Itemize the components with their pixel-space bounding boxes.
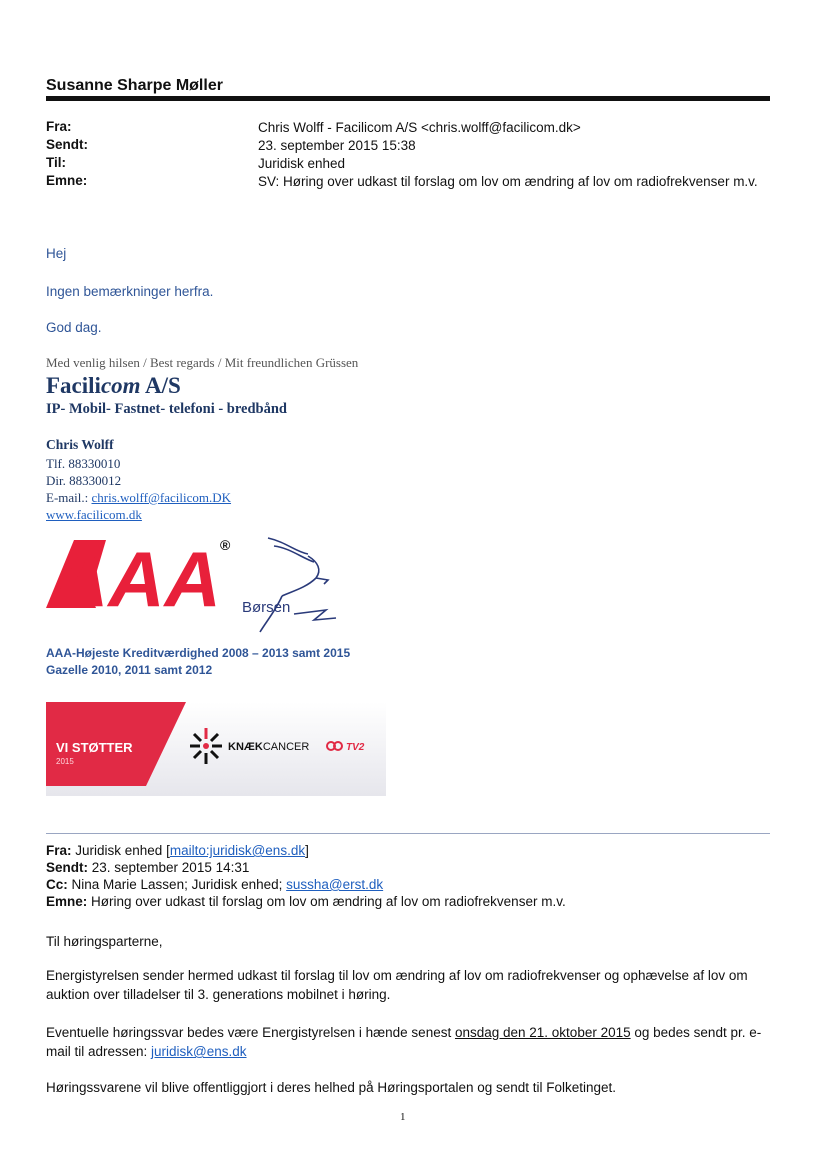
borsen-wordmark: Børsen xyxy=(242,599,291,616)
sent-label: Sendt: xyxy=(46,137,88,152)
banner-brand: KNÆKCANCER xyxy=(228,741,310,753)
banner-year: 2015 xyxy=(56,757,74,766)
aaa-caption-2: Gazelle 2010, 2011 samt 2012 xyxy=(46,663,213,677)
knaek-cancer-banner xyxy=(46,702,386,796)
signature-regards: Med venlig hilsen / Best regards / Mit freundlichen Grüssen xyxy=(46,355,359,370)
fwd-cc-line: Cc: Nina Marie Lassen; Juridisk enhed; sussha@erst.dk xyxy=(46,877,384,892)
deadline-date: onsdag den 21. oktober 2015 xyxy=(454,1025,631,1040)
company-tagline: IP- Mobil- Fastnet- telefoni - bredbånd xyxy=(46,401,287,417)
aaa-logo xyxy=(46,532,366,642)
reply-line-1: Ingen bemærkninger herfra. xyxy=(46,284,214,299)
fwd-from-line: Fra: Juridisk enhed [mailto:juridisk@ens.dk] xyxy=(46,843,309,858)
subject-value: SV: Høring over udkast til forslag om lov om ændring af lov om radiofrekvenser m.v. xyxy=(258,174,758,189)
body-salutation: Til høringsparterne, xyxy=(46,934,163,949)
body-paragraph-1: Energistyrelsen sender hermed udkast til forslag til lov om ændring af lov om radiofrekvenser og ophævelse af lov om auktion over tilladelser til 3. generations mobilnet i høring. xyxy=(46,968,748,1002)
forward-separator xyxy=(46,833,770,834)
body-email-link[interactable]: juridisk@ens.dk xyxy=(151,1044,247,1059)
registered-mark: ® xyxy=(220,537,231,553)
from-label: Fra: xyxy=(46,119,72,134)
to-label: Til: xyxy=(46,155,66,170)
to-value: Juridisk enhed xyxy=(258,156,346,171)
reply-line-2: God dag. xyxy=(46,320,102,335)
document-title: Susanne Sharpe Møller xyxy=(46,77,223,94)
page-number: 1 xyxy=(400,1111,406,1123)
signature-email-link[interactable]: chris.wolff@facilicom.DK xyxy=(91,490,232,505)
signature-phone: Tlf. 88330010 xyxy=(46,456,121,471)
fwd-cc-link[interactable]: sussha@erst.dk xyxy=(286,877,384,892)
fwd-subject-line: Emne: Høring over udkast til forslag om lov om ændring af lov om radiofrekvenser m.v. xyxy=(46,894,566,909)
sent-value: 23. september 2015 15:38 xyxy=(258,138,416,153)
signature-name: Chris Wolff xyxy=(46,437,114,452)
banner-left-text: VI STØTTER xyxy=(56,740,133,755)
body-paragraph-3: Høringssvarene vil blive offentliggjort i deres helhed på Høringsportalen og sendt til Folketinget. xyxy=(46,1080,617,1095)
fwd-from-link[interactable]: mailto:juridisk@ens.dk xyxy=(169,843,306,858)
from-value: Chris Wolff - Facilicom A/S <chris.wolff@facilicom.dk> xyxy=(258,120,581,135)
aaa-caption-1: AAA-Højeste Kreditværdighed 2008 – 2013 samt 2015 xyxy=(46,646,351,660)
banner-tv: TV2 xyxy=(346,742,365,753)
company-name: Facilicom A/S xyxy=(46,373,181,398)
signature-direct: Dir. 88330012 xyxy=(46,473,122,488)
title-rule xyxy=(46,96,770,101)
subject-label: Emne: xyxy=(46,173,88,188)
reply-greeting: Hej xyxy=(46,246,67,261)
aaa-letters: AAA xyxy=(52,535,221,623)
body-paragraph-2: Eventuelle høringssvar bedes være Energistyrelsen i hænde senest onsdag den 21. oktober 2015 og bedes sendt pr. e-mail til adressen: juridisk@ens.dk xyxy=(46,1025,762,1059)
signature-web-link[interactable]: www.facilicom.dk xyxy=(46,507,142,522)
fwd-sent-line: Sendt: 23. september 2015 14:31 xyxy=(46,860,250,875)
signature-email-line: E-mail.: chris.wolff@facilicom.DK xyxy=(46,490,232,505)
star-icon xyxy=(190,728,222,764)
